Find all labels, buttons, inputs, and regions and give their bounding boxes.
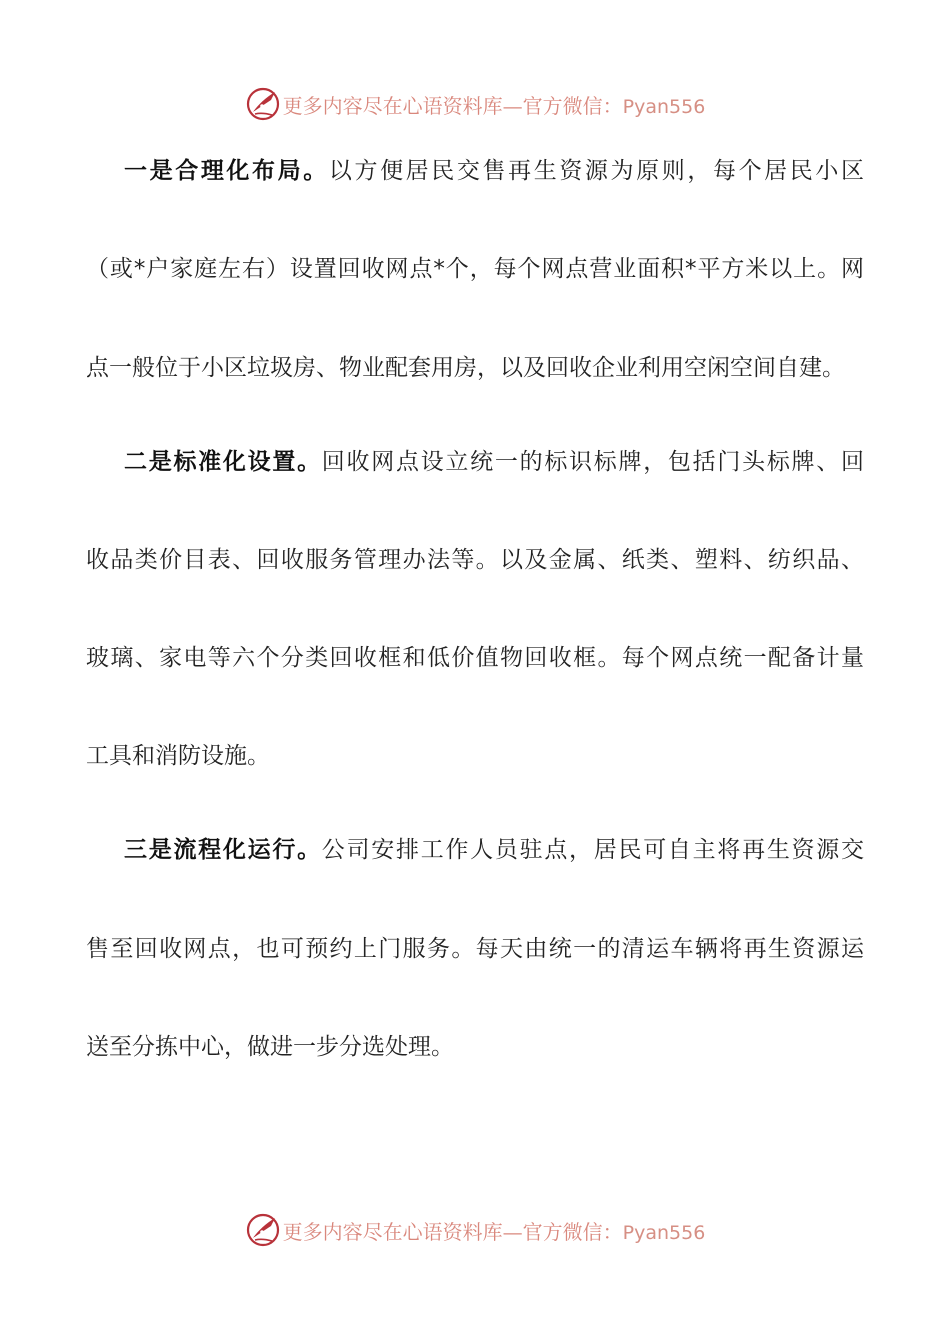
text-line: 点一般位于小区垃圾房、物业配套用房，以及回收企业利用空闲空间自建。: [86, 354, 845, 381]
text-line: 二是标准化设置。回收网点设立统一的标识标牌，包括门头标牌、回: [124, 448, 864, 475]
wechat-id: Pyan556: [622, 1221, 706, 1244]
pen-nib-logo-icon: [245, 1212, 281, 1248]
text-line: 一是合理化布局。以方便居民交售再生资源为原则，每个居民小区: [124, 158, 864, 184]
text-line: 收品类价目表、回收服务管理办法等。以及金属、纸类、塑料、纺织品、: [86, 546, 864, 573]
watermark-text: 更多内容尽在心语资料库—官方微信：Pyan556: [282, 93, 706, 118]
watermark-text: 更多内容尽在心语资料库—官方微信：Pyan556: [282, 1219, 706, 1244]
text-line: （或*户家庭左右）设置回收网点*个，每个网点营业面积*平方米以上。网: [86, 256, 864, 283]
paragraph-setup: [86, 431, 864, 820]
document-body: [86, 140, 864, 1114]
text-line: 三是流程化运行。公司安排工作人员驻点，居民可自主将再生资源交: [124, 837, 864, 864]
paragraph-heading: 一是合理化布局。: [124, 158, 329, 184]
paragraph-heading: 三是流程化运行。: [124, 837, 322, 864]
pen-nib-logo-icon: [245, 86, 281, 122]
paragraph-layout: [86, 140, 864, 431]
text-line: 售至回收网点，也可预约上门服务。每天由统一的清运车辆将再生资源运: [86, 935, 864, 962]
watermark-banner-top: [0, 84, 950, 124]
paragraph-operation: [86, 819, 864, 1114]
text-line: 送至分拣中心，做进一步分选处理。: [86, 1034, 454, 1061]
wechat-id: Pyan556: [622, 95, 706, 118]
paragraph-heading: 二是标准化设置。: [124, 448, 322, 475]
watermark-banner-bottom: [0, 1210, 950, 1250]
text-line: 玻璃、家电等六个分类回收框和低价值物回收框。每个网点统一配备计量: [86, 645, 864, 672]
text-line: 工具和消防设施。: [86, 743, 270, 770]
